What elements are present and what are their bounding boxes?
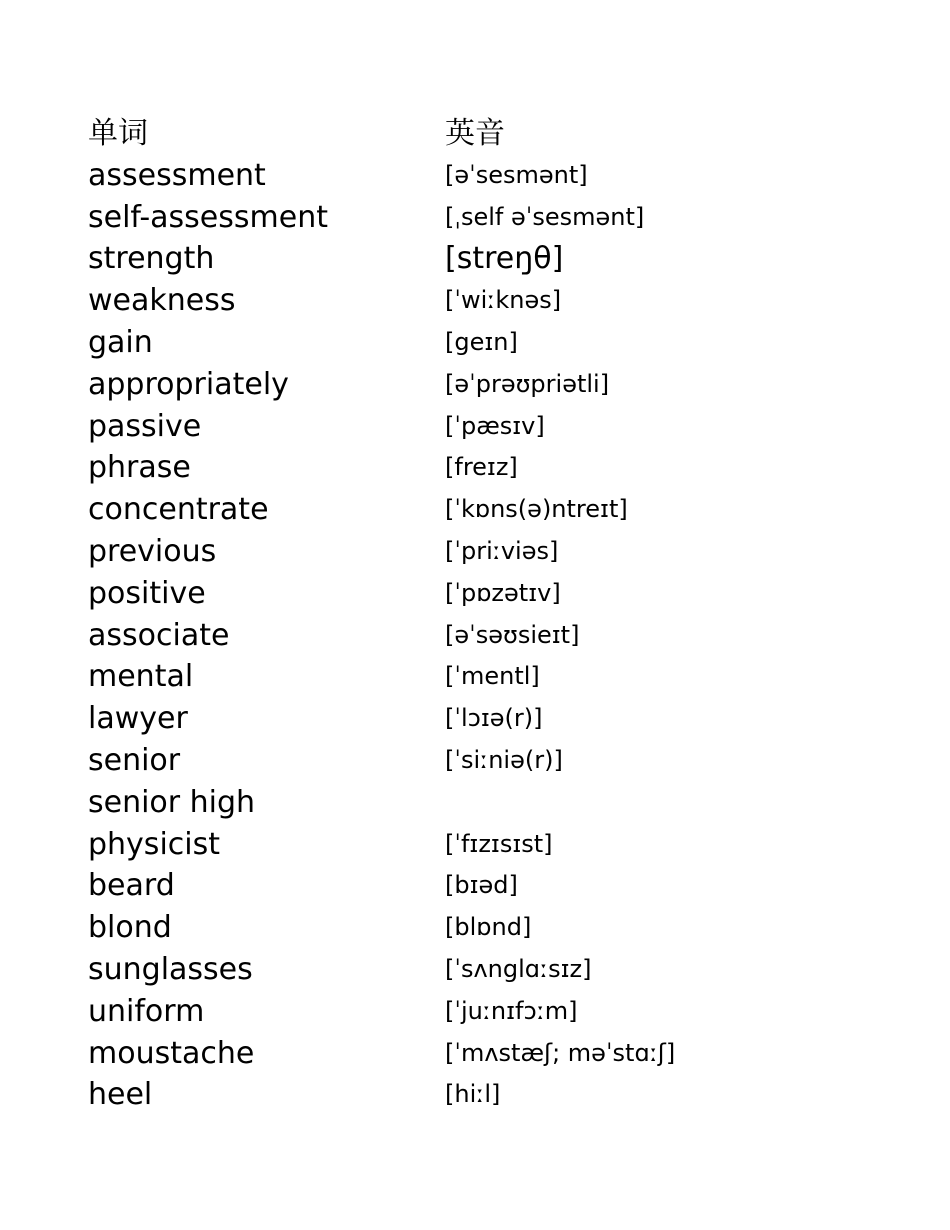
table-row (88, 531, 848, 573)
phonetic-cell: [əˈprəʊpriətli] (445, 369, 610, 398)
table-header-row (88, 113, 848, 155)
table-row (88, 991, 848, 1033)
word-cell: senior (88, 742, 181, 778)
phonetic-cell: [ˈpɒzətɪv] (445, 578, 561, 607)
word-cell: blond (88, 910, 172, 946)
table-row (88, 824, 848, 866)
table-row (88, 489, 848, 531)
table-row (88, 280, 848, 322)
word-cell: lawyer (88, 701, 188, 737)
table-body (88, 155, 848, 1116)
phonetic-cell: [ˈfɪzɪsɪst] (445, 829, 553, 858)
table-row (88, 615, 848, 657)
phonetic-cell: [ˈwiːknəs] (445, 286, 562, 315)
table-row (88, 949, 848, 991)
phonetic-cell: [əˈsəʊsieɪt] (445, 620, 580, 649)
table-row (88, 447, 848, 489)
phonetic-cell: [ˈjuːnɪfɔːm] (445, 996, 578, 1025)
word-cell: previous (88, 533, 217, 569)
phonetic-cell: [streŋθ] (445, 241, 564, 277)
phonetic-cell: [ˈpæsɪv] (445, 411, 545, 440)
table-row (88, 406, 848, 448)
word-cell: self-assessment (88, 199, 328, 235)
table-row (88, 1074, 848, 1116)
phonetic-cell: [hiːl] (445, 1080, 501, 1109)
phonetic-cell: [freɪz] (445, 453, 518, 482)
phonetic-cell: [blɒnd] (445, 913, 532, 942)
table-row (88, 155, 848, 197)
word-cell: physicist (88, 826, 220, 862)
phonetic-cell: [əˈsesmənt] (445, 160, 588, 189)
table-row (88, 573, 848, 615)
word-column-header: 单词 (88, 116, 148, 151)
word-cell: positive (88, 575, 206, 611)
table-row (88, 740, 848, 782)
phonetic-cell: [ˈsiːniə(r)] (445, 745, 563, 774)
word-cell: moustache (88, 1035, 255, 1071)
table-row (88, 238, 848, 280)
word-cell: uniform (88, 993, 205, 1029)
table-row (88, 865, 848, 907)
phonetic-column-header: 英音 (445, 116, 505, 151)
word-cell: weakness (88, 283, 236, 319)
table-row (88, 907, 848, 949)
table-row (88, 197, 848, 239)
word-cell: phrase (88, 450, 191, 486)
phonetic-cell: [ˈsʌnglɑːsɪz] (445, 954, 592, 983)
word-cell: associate (88, 617, 230, 653)
phonetic-cell: [ˌself əˈsesmənt] (445, 202, 645, 231)
word-cell: sunglasses (88, 951, 253, 987)
word-cell: mental (88, 659, 194, 695)
table-row (88, 322, 848, 364)
word-cell: strength (88, 241, 215, 277)
phonetic-cell: [geɪn] (445, 327, 518, 356)
word-cell: concentrate (88, 492, 269, 528)
table-row (88, 698, 848, 740)
table-row (88, 1033, 848, 1075)
word-cell: appropriately (88, 366, 289, 402)
table-row (88, 656, 848, 698)
vocabulary-table (88, 113, 848, 1116)
word-cell: heel (88, 1077, 153, 1113)
word-cell: passive (88, 408, 202, 444)
phonetic-cell: [ˈlɔɪə(r)] (445, 704, 543, 733)
table-row (88, 782, 848, 824)
phonetic-cell: [ˈkɒns(ə)ntreɪt] (445, 495, 628, 524)
phonetic-cell: [bɪəd] (445, 871, 518, 900)
word-cell: beard (88, 868, 175, 904)
word-cell: gain (88, 324, 153, 360)
word-cell: assessment (88, 157, 266, 193)
phonetic-cell: [ˈmentl] (445, 662, 540, 691)
phonetic-cell: [ˈpriːviəs] (445, 536, 559, 565)
table-row (88, 364, 848, 406)
word-cell: senior high (88, 784, 256, 820)
phonetic-cell: [ˈmʌstæʃ; məˈstɑːʃ] (445, 1038, 676, 1067)
